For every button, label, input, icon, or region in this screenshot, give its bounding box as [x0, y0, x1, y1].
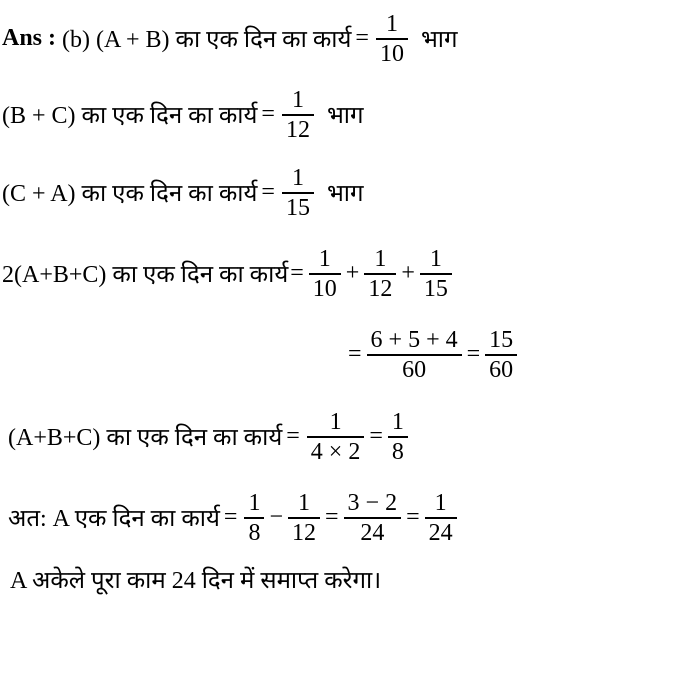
- fraction-1-10: [309, 245, 341, 303]
- denominator: 10: [312, 275, 337, 302]
- plus-sign: +: [401, 260, 415, 287]
- fraction-1-12: [364, 245, 396, 303]
- denominator: 15: [423, 275, 448, 302]
- solution-line-1: [2, 10, 458, 68]
- equals-sign: =: [261, 101, 275, 128]
- equals-sign: =: [369, 423, 383, 450]
- line-1-prefix: (b) (A + B) का एक दिन का कार्य: [62, 27, 352, 54]
- fraction-sum-over-60: [367, 326, 462, 384]
- numerator: 1: [391, 409, 404, 435]
- numerator: 6 + 5 + 4: [370, 327, 458, 353]
- line-4-prefix: 2(A+B+C) का एक दिन का कार्य: [2, 262, 289, 289]
- line-6-prefix: (A+B+C) का एक दिन का कार्य: [8, 425, 283, 452]
- equals-sign: =: [286, 423, 300, 450]
- denominator: 8: [391, 438, 404, 465]
- fraction-1-12: [288, 489, 320, 547]
- denominator: 24: [360, 519, 385, 546]
- solution-line-6: [8, 408, 411, 466]
- equals-sign: =: [325, 504, 339, 531]
- solution-line-7: [8, 489, 460, 547]
- fraction-3-minus-2-over-24: [344, 489, 402, 547]
- denominator: 15: [285, 194, 310, 221]
- fraction-1-4x2: [307, 408, 365, 466]
- line-2-prefix: (B + C) का एक दिन का कार्य: [2, 103, 258, 130]
- solution-line-3: [2, 164, 364, 222]
- line-3-suffix: भाग: [326, 181, 364, 208]
- minus-sign: −: [269, 504, 283, 531]
- fraction-1-12: [282, 86, 314, 144]
- denominator: 12: [292, 519, 316, 546]
- numerator: 1: [248, 490, 261, 516]
- denominator: 60: [402, 356, 427, 383]
- denominator: 4 × 2: [310, 438, 361, 465]
- line-7-prefix: अत: A एक दिन का कार्य: [8, 506, 220, 533]
- fraction-1-24: [425, 489, 457, 547]
- answer-label: Ans :: [2, 25, 57, 52]
- equals-sign: =: [261, 179, 275, 206]
- equals-sign: =: [466, 341, 481, 368]
- numerator: 3 − 2: [347, 490, 398, 516]
- conclusion-text: A अकेले पूरा काम 24 दिन में समाप्त करेगा।: [10, 567, 382, 594]
- numerator: 1: [298, 490, 310, 516]
- denominator: 12: [285, 116, 310, 143]
- fraction-1-8: [388, 408, 408, 466]
- equals-sign: =: [290, 260, 304, 287]
- denominator: 24: [428, 519, 453, 546]
- line-1-suffix: भाग: [420, 27, 458, 54]
- numerator: 1: [291, 165, 304, 191]
- denominator: 12: [368, 275, 393, 302]
- numerator: 1: [429, 246, 442, 272]
- solution-line-5: [346, 326, 520, 384]
- equals-sign: =: [223, 504, 238, 531]
- fraction-1-15: [420, 245, 452, 303]
- line-2-suffix: भाग: [326, 103, 364, 130]
- denominator: 8: [248, 519, 261, 546]
- numerator: 1: [374, 246, 387, 272]
- solution-line-8: [10, 563, 381, 595]
- numerator: 1: [291, 87, 304, 113]
- numerator: 1: [385, 11, 398, 37]
- numerator: 15: [489, 327, 514, 353]
- solution-line-2: [2, 86, 364, 144]
- equals-sign: =: [348, 341, 362, 368]
- numerator: 1: [329, 409, 342, 435]
- fraction-1-15: [282, 164, 314, 222]
- denominator: 60: [489, 356, 514, 383]
- fraction-1-8: [244, 489, 264, 547]
- numerator: 1: [434, 490, 447, 516]
- numerator: 1: [318, 246, 331, 272]
- solution-line-4: [2, 245, 455, 303]
- fraction-1-10: [376, 10, 408, 68]
- line-3-prefix: (C + A) का एक दिन का कार्य: [2, 181, 258, 208]
- fraction-15-60: [485, 326, 517, 384]
- equals-sign: =: [406, 504, 420, 531]
- equals-sign: =: [355, 25, 369, 52]
- denominator: 10: [379, 40, 404, 67]
- plus-sign: +: [345, 260, 360, 287]
